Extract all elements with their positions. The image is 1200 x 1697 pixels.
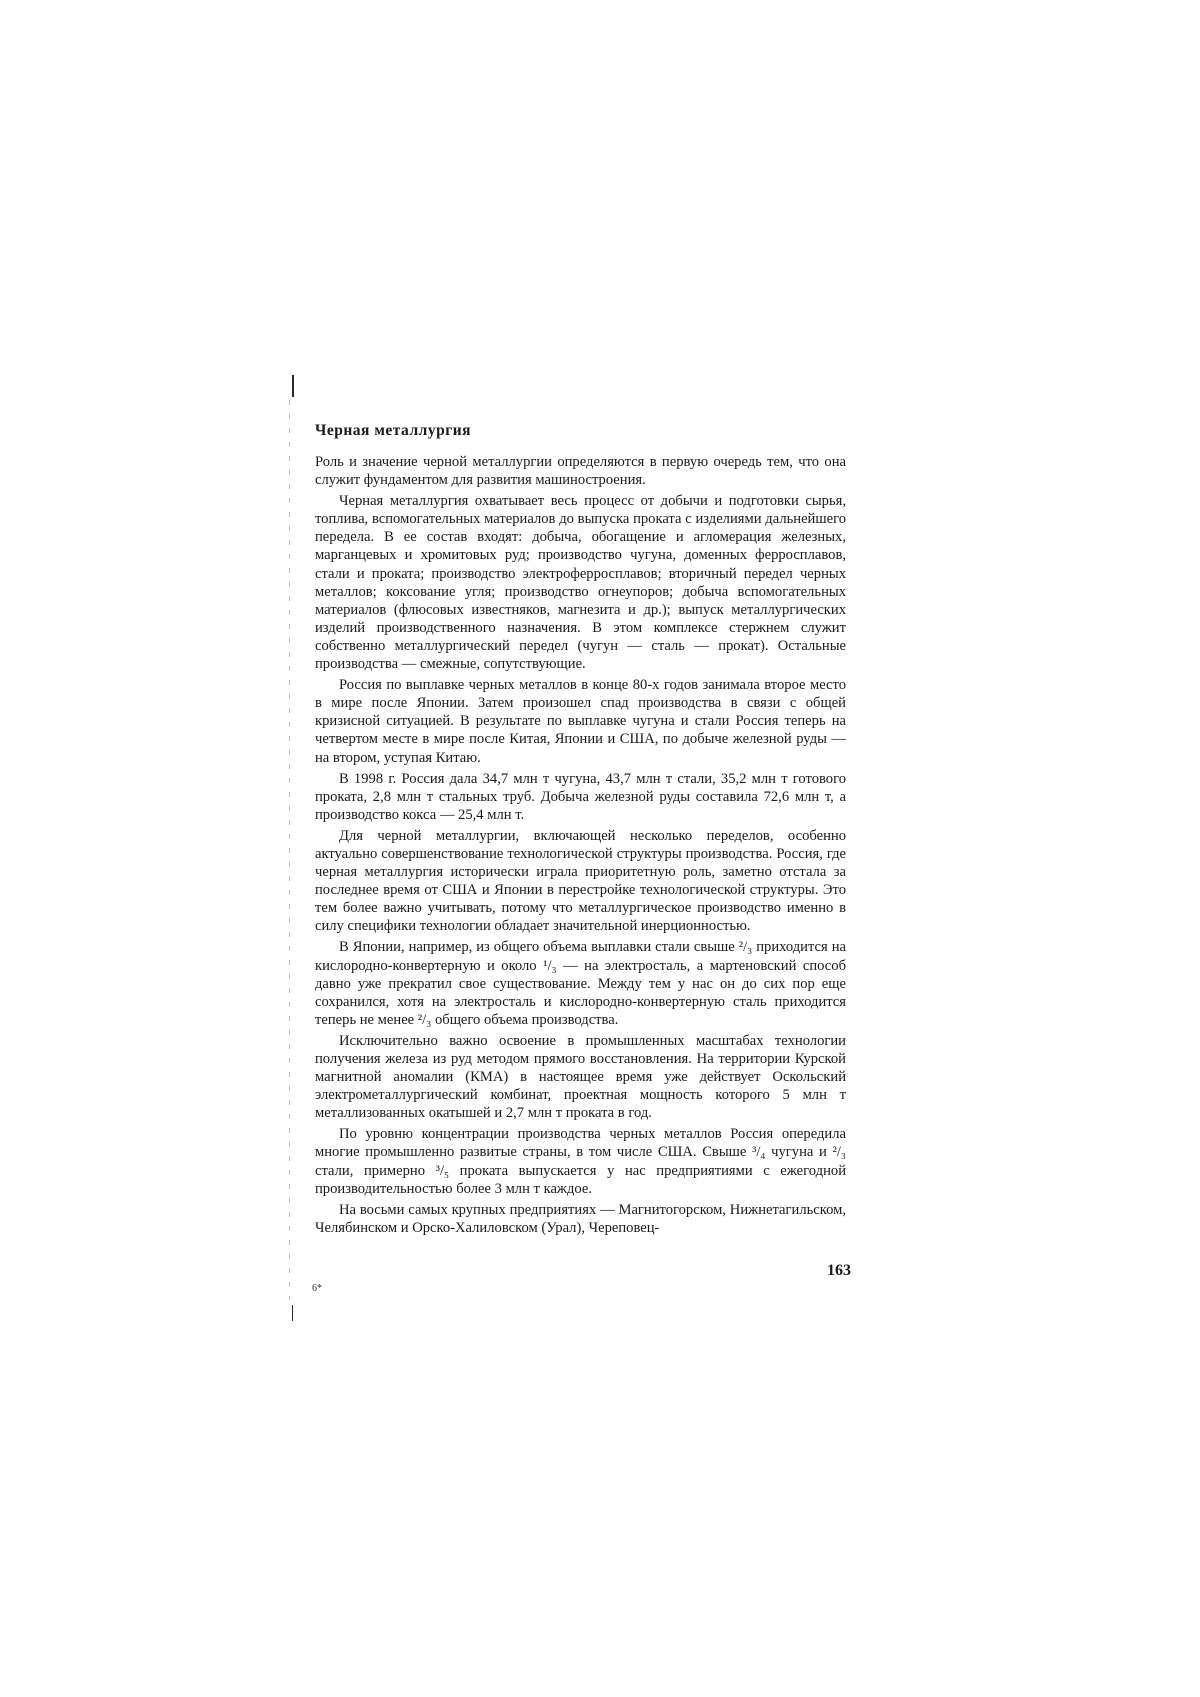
page-text-block	[315, 421, 846, 1237]
paragraph: Роль и значение черной металлургии определяются в первую очередь тем, что она служит фундаментом для развития машиностроения.	[315, 454, 846, 489]
scan-edge-mark-top	[292, 375, 294, 397]
paragraph: В Японии, например, из общего объема выплавки стали свыше ²/₃ приходится на кислородно-конвертерную и около ¹/₃ — на электросталь, а мартеновский способ давно уже прекратил свое существование. Между тем у нас он до сих пор еще сохранился, хотя на электросталь и кислородно-конвертерную сталь приходится теперь не менее ²/₃ общего объема производства.	[315, 939, 846, 1028]
paragraph: По уровню концентрации производства черных металлов Россия опередила многие промышленно развитые страны, в том числе США. Свыше ³/₄ чугуна и ²/₃ стали, примерно ³/₅ проката выпускается у нас предприятиями с ежегодной производительностью более 3 млн т каждое.	[315, 1126, 846, 1197]
paragraph: В 1998 г. Россия дала 34,7 млн т чугуна, 43,7 млн т стали, 35,2 млн т готового проката, 2,8 млн т стальных труб. Добыча железной руды составила 72,6 млн т, а производство кокса — 25,4 млн т.	[315, 770, 846, 823]
section-heading: Черная металлургия	[315, 422, 472, 439]
signature-mark: 6*	[312, 1283, 322, 1294]
scan-edge-mark-bottom	[292, 1305, 293, 1321]
page-number: 163	[827, 1262, 851, 1279]
paragraph: Для черной металлургии, включающей несколько переделов, особенно актуально совершенствование технологической структуры производства. Россия, где черная металлургия исторически играла приоритетную роль, заметно отстала за последнее время от США и Японии в перестройке технологической структуры. Это тем более важно учитывать, потому что металлургическое производство именно в силу специфики технологии обладает значительной инерционностью.	[315, 827, 846, 935]
scan-margin-ticks	[289, 400, 290, 1300]
paragraph: Исключительно важно освоение в промышленных масштабах технологии получения железа из руд методом прямого восстановления. На территории Курской магнитной аномалии (КМА) в настоящее время уже действует Оскольский электрометаллургический комбинат, проектная мощность которого 5 млн т металлизованных окатышей и 2,7 млн т проката в год.	[315, 1032, 846, 1122]
paragraph: Россия по выплавке черных металлов в конце 80-х годов занимала второе место в мире после Японии. Затем произошел спад производства в связи с общей кризисной ситуацией. В результате по выплавке чугуна и стали Россия теперь на четвертом месте в мире после Китая, Японии и США, по добыче железной руды — на втором, уступая Китаю.	[315, 677, 846, 766]
paragraph: На восьми самых крупных предприятиях — Магнитогорском, Нижнетагильском, Челябинском и Орско-Халиловском (Урал), Череповец-	[315, 1201, 846, 1236]
paragraph: Черная металлургия охватывает весь процесс от добычи и подготовки сырья, топлива, вспомогательных материалов до выпуска проката с изделиями дальнейшего передела. В ее состав входят: добыча, обогащение и агломерация железных, марганцевых и хромитовых руд; производство чугуна, доменных ферросплавов, стали и проката; производство электроферросплавов; вторичный передел черных металлов; коксование угля; производство огнеупоров; добыча вспомогательных материалов (флюсовых известняков, магнезита и др.); выпуск металлургических изделий производственного назначения. В этом комплексе стержнем служит собственно металлургический передел (чугун — сталь — прокат). Остальные производства — смежные, сопутствующие.	[315, 493, 846, 673]
